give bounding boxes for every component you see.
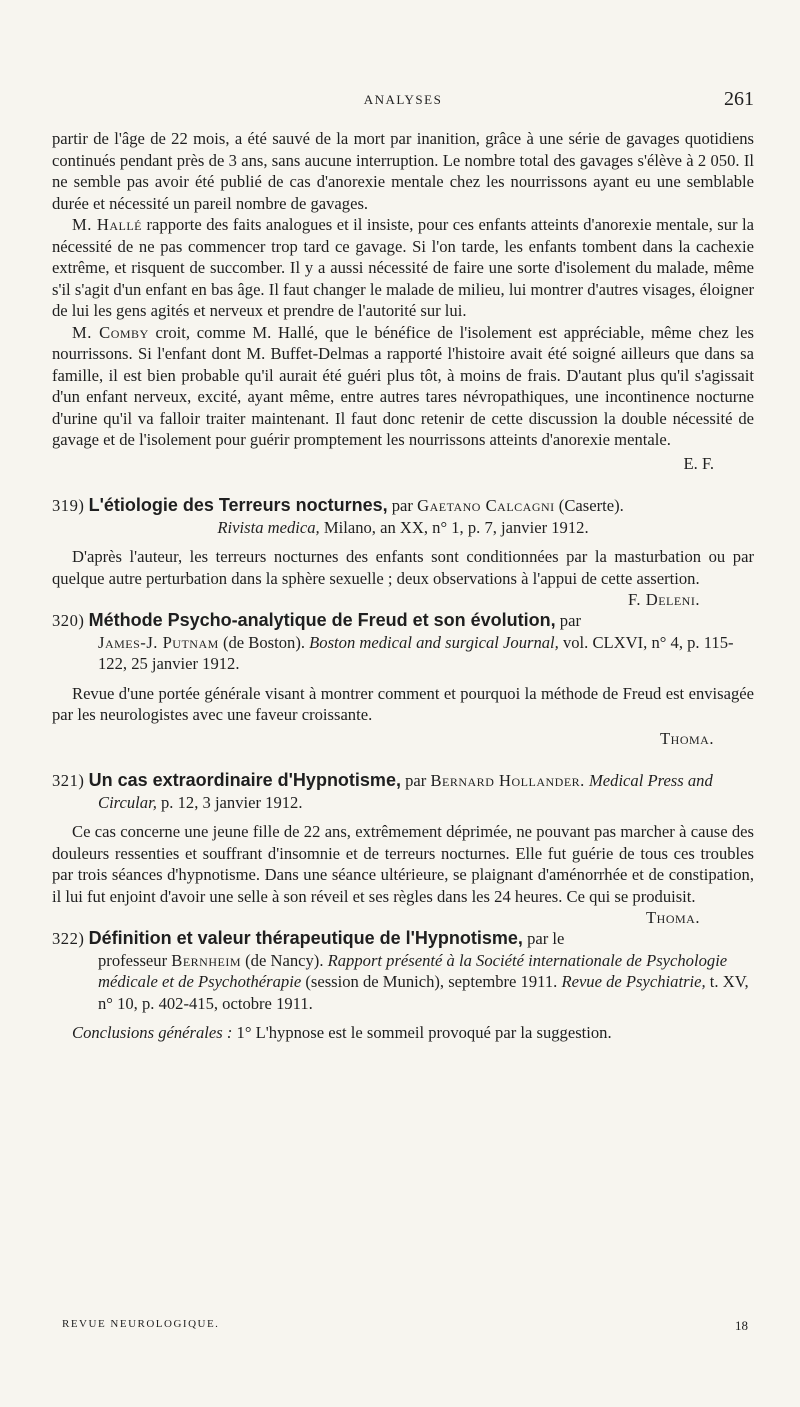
- intro-paragraph-1: partir de l'âge de 22 mois, a été sauvé de la mort par inanition, grâce à une série de gavages quotidiens continués pendant près de 3 ans, sans aucune interruption. Le nombre total des gavages s'élève à 2 050. Il ne semble pas avoir été publié de cas d'anorexie mentale chez les nourrissons ayant eu une semblable durée et nécessité un pareil nombre de gavages.: [52, 129, 754, 213]
- entry-signature: Thoma.: [646, 908, 700, 927]
- entry-body-text: Ce cas concerne une jeune fille de 22 ans, extrêmement déprimée, ne pouvant pas marcher à cause des douleurs ressenties et souffrant d'insomnie et de terreurs nocturnes. Elle fut guérie de tous ces troubles par trois séances d'hypnotisme. Dans une séance ultérieure, se plaignant d'aménorrhée et de constipation, il lui fut enjoint d'avoir une selle à son réveil et ses règles dans les 24 heures. Ce qui se produisit.: [52, 822, 754, 906]
- entry-details: p. 12, 3 janvier 1912.: [156, 792, 303, 812]
- entry-320-signature: Thoma.: [660, 728, 714, 748]
- entry-place: (Caserte).: [554, 496, 624, 515]
- intro-paragraph-3: [52, 322, 754, 451]
- page-header: [52, 88, 754, 116]
- entry-journal: Rapport présenté à la Société internationale de Psychologie médicale et de Psychothérapie: [98, 950, 728, 991]
- entry-author: Bernheim: [171, 950, 241, 970]
- intro-paragraph-2-text: rapporte des faits analogues et il insiste, pour ces enfants atteints d'anorexie mentale, sur la nécessité de ne pas commencer trop tard ce gavage. Si l'on tarde, les enfants tombent dans la cachexie extrême, et risquent de succomber. Il y a aussi nécessité de faire une sorte d'isolement du malade, même s'il s'agit d'un enfant en bas âge. Il faut changer le malade de milieu, lui montrer d'autres visages, éloigner de lui les gens agités et nerveux et prendre de l'autorité sur lui.: [52, 215, 754, 320]
- entry-journal-2: Revue de Psychiatrie,: [561, 972, 706, 991]
- entry-322-heading: [52, 928, 754, 1014]
- entry-place: (de Boston).: [218, 632, 305, 652]
- entry-322-body: [52, 1022, 754, 1044]
- entry-319: [52, 495, 754, 609]
- entry-by: par: [400, 771, 431, 790]
- entry-by: par: [555, 611, 581, 630]
- entry-details: vol. CLXVI, n° 4, p. 115-122, 25 janvier 1912.: [98, 632, 734, 673]
- speaker-comby: M. Comby: [72, 322, 149, 342]
- entry-321-body: [52, 821, 754, 927]
- entry-321: [52, 770, 754, 927]
- page-body: [52, 128, 754, 1044]
- entry-title: Méthode Psycho-analytique de Freud et son évolution,: [88, 610, 556, 630]
- entry-number: 319): [52, 496, 85, 515]
- entry-body-text: D'après l'auteur, les terreurs nocturnes des enfants sont conditionnées par la masturbation ou par quelque autre perturbation dans la sphère sexuelle ; deux observations à l'appui de cette assertion.: [52, 547, 754, 588]
- entry-319-citation: [52, 517, 754, 539]
- entry-journal: Medical Press and Circular,: [98, 771, 713, 812]
- entry-by: par: [387, 496, 418, 515]
- entry-319-body: [52, 546, 754, 609]
- entry-by: par le professeur: [98, 929, 565, 970]
- entry-322: [52, 928, 754, 1044]
- entry-319-heading: [52, 495, 754, 517]
- entry-body-text: 1° L'hypnose est le sommeil provoqué par la suggestion.: [232, 1023, 612, 1042]
- entry-number: 320): [52, 611, 85, 630]
- entry-320: [52, 610, 754, 749]
- signature-mark: 18: [735, 1318, 748, 1333]
- entry-details: Milano, an XX, n° 1, p. 7, janvier 1912.: [319, 517, 589, 537]
- entry-title: Un cas extraordinaire d'Hypnotisme,: [88, 770, 401, 790]
- entry-details: (session de Munich), septembre 1911.: [301, 972, 558, 991]
- entry-place: (de Nancy).: [241, 950, 324, 970]
- entry-journal: Rivista medica,: [217, 517, 320, 537]
- page-footer: [62, 1318, 748, 1342]
- speaker-halle: M. Hallé: [72, 215, 143, 234]
- entry-number: 321): [52, 771, 85, 790]
- entry-320-heading: [52, 610, 754, 675]
- entry-signature: F. Deleni.: [628, 590, 700, 609]
- page-number: 261: [724, 88, 754, 110]
- entry-author: Bernard Hollander.: [430, 771, 585, 790]
- entry-author: Gaetano Calcagni: [417, 496, 555, 515]
- footer-journal: REVUE NEUROLOGIQUE.: [62, 1318, 220, 1330]
- intro-paragraph-3-text: croit, comme M. Hallé, que le bénéfice de l'isolement est appréciable, même chez les nourrissons. Si l'enfant dont M. Buffet-Delmas a rapporté l'histoire avait été soigné ailleurs que dans sa famille, il est bien probable qu'il aurait été guéri plus tôt, à moins de frais. D'autant plus qu'il s'agissait d'un enfant nerveux, excité, ayant même, entre autres tares névropathiques, une incontinence nocturne d'urine qu'il va falloir traiter maintenant. Il faut donc retenir de cette discussion la double nécessité de gavage et de l'isolement pour guérir promptement les nourrissons atteints d'anorexie mentale.: [52, 322, 754, 449]
- intro-paragraph-2: [52, 214, 754, 322]
- entry-title: Définition et valeur thérapeutique de l'Hypnotisme,: [88, 928, 523, 948]
- entry-number: 322): [52, 929, 85, 948]
- entry-title: L'étiologie des Terreurs nocturnes,: [88, 495, 388, 515]
- entry-details-2: t. XV, n° 10, p. 402-415, octobre 1911.: [98, 972, 749, 1013]
- entry-321-heading: [52, 770, 754, 813]
- running-title: ANALYSES: [363, 92, 443, 107]
- entry-journal: Boston medical and surgical Journal,: [309, 632, 559, 652]
- entry-320-body: Revue d'une portée générale visant à montrer comment et pourquoi la méthode de Freud est envisagée par les neurologistes avec une faveur croissante.: [52, 683, 754, 724]
- intro-signature: E. F.: [683, 453, 714, 473]
- entry-body-lead: Conclusions générales :: [72, 1023, 233, 1042]
- entry-author: James-J. Putnam: [98, 632, 219, 652]
